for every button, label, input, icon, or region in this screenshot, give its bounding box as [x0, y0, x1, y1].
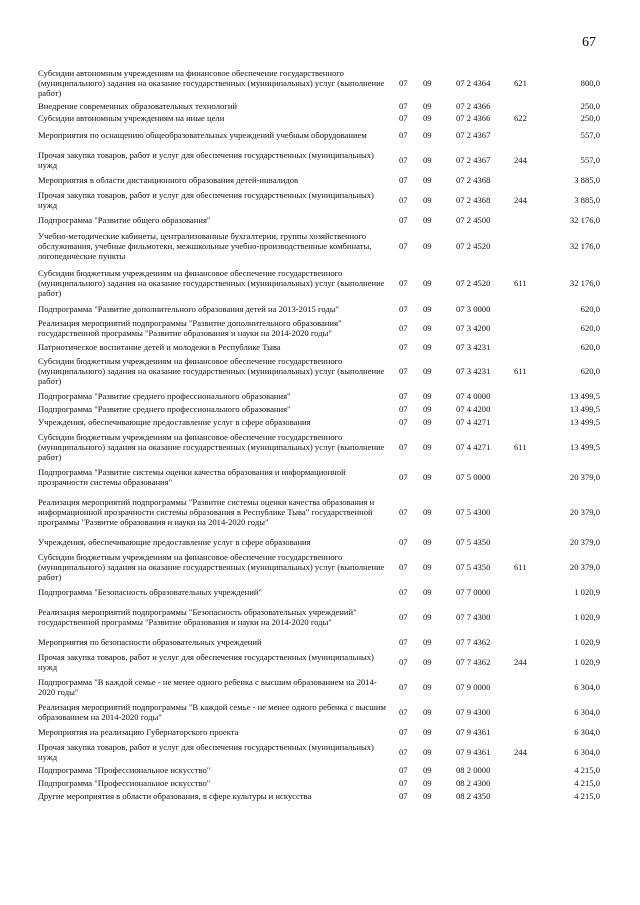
row-expense-type: 621 [514, 78, 527, 89]
row-target-article: 07 7 4300 [456, 612, 491, 623]
row-target-article: 07 3 4231 [456, 342, 491, 353]
row-target-article: 08 2 0000 [456, 765, 491, 776]
row-subsection-code: 09 [423, 241, 432, 252]
row-target-article: 07 2 4367 [456, 130, 491, 141]
row-target-article: 07 2 4368 [456, 175, 491, 186]
row-expense-type: 611 [514, 366, 527, 377]
table-row [0, 343, 640, 353]
row-section-code: 07 [399, 215, 408, 226]
row-section-code: 07 [399, 778, 408, 789]
row-subsection-code: 09 [423, 130, 432, 141]
row-section-code: 07 [399, 391, 408, 402]
table-row [0, 538, 640, 548]
row-amount: 20 379,0 [569, 507, 600, 518]
row-subsection-code: 09 [423, 442, 432, 453]
row-amount: 32 176,0 [569, 278, 600, 289]
row-section-code: 07 [399, 78, 408, 89]
row-amount: 1 020,9 [574, 587, 600, 598]
table-row [0, 603, 640, 633]
row-section-code: 07 [399, 175, 408, 186]
table-row [0, 766, 640, 776]
row-name: Мероприятия по безопасности образовательных учреждений [38, 637, 262, 648]
table-row [0, 553, 640, 583]
table-row [0, 405, 640, 415]
table-row [0, 678, 640, 698]
row-name: Прочая закупка товаров, работ и услуг для обеспечения государственных (муниципальных) нужд [38, 190, 374, 210]
row-section-code: 07 [399, 195, 408, 206]
row-target-article: 07 7 4362 [456, 637, 491, 648]
budget-table [0, 68, 640, 802]
row-amount: 557,0 [580, 130, 600, 141]
row-name: Подпрограмма "Профессиональное искусство" [38, 778, 211, 789]
row-name: Субсидии бюджетным учреждениям на финансовое обеспечение государственного (муниципального) задания на оказание государственных (муниципальных) услуг (выполнение работ) [38, 356, 385, 386]
row-subsection-code: 09 [423, 304, 432, 315]
row-section-code: 07 [399, 366, 408, 377]
row-name: Прочая закупка товаров, работ и услуг для обеспечения государственных (муниципальных) нужд [38, 742, 374, 762]
row-subsection-code: 09 [423, 727, 432, 738]
row-amount: 1 020,9 [574, 657, 600, 668]
table-row [0, 191, 640, 211]
row-amount: 6 304,0 [574, 707, 600, 718]
row-section-code: 07 [399, 404, 408, 415]
table-row [0, 468, 640, 488]
row-target-article: 07 2 4368 [456, 195, 491, 206]
row-section-code: 07 [399, 241, 408, 252]
row-amount: 620,0 [580, 342, 600, 353]
table-row [0, 114, 640, 124]
row-target-article: 07 4 0000 [456, 391, 491, 402]
row-target-article: 07 7 4362 [456, 657, 491, 668]
table-row [0, 319, 640, 339]
row-amount: 20 379,0 [569, 472, 600, 483]
row-name: Подпрограмма "Развитие общего образования" [38, 215, 211, 226]
table-row [0, 418, 640, 428]
table-row [0, 216, 640, 226]
row-amount: 1 020,9 [574, 612, 600, 623]
row-section-code: 07 [399, 657, 408, 668]
row-target-article: 07 4 4271 [456, 442, 491, 453]
table-row [0, 728, 640, 738]
row-target-article: 07 5 0000 [456, 472, 491, 483]
row-name: Субсидии автономным учреждениям на финансовое обеспечение государственного (муниципального) задания на оказание государственных (муниципальных) услуг (выполнение работ) [38, 68, 385, 98]
row-subsection-code: 09 [423, 657, 432, 668]
table-row [0, 653, 640, 673]
row-section-code: 07 [399, 727, 408, 738]
row-section-code: 07 [399, 278, 408, 289]
row-subsection-code: 09 [423, 323, 432, 334]
row-target-article: 07 2 4366 [456, 113, 491, 124]
row-section-code: 07 [399, 472, 408, 483]
row-name: Другие мероприятия в области образования, в сфере культуры и искусства [38, 791, 312, 802]
row-expense-type: 611 [514, 278, 527, 289]
row-target-article: 07 7 0000 [456, 587, 491, 598]
row-amount: 6 304,0 [574, 727, 600, 738]
row-name: Подпрограмма "Профессиональное искусство" [38, 765, 211, 776]
row-expense-type: 244 [514, 657, 527, 668]
row-subsection-code: 09 [423, 612, 432, 623]
row-amount: 13 499,5 [569, 442, 600, 453]
table-row [0, 779, 640, 789]
row-subsection-code: 09 [423, 195, 432, 206]
row-name: Патриотическое воспитание детей и молодежи в Республике Тыва [38, 342, 281, 353]
row-target-article: 07 2 4366 [456, 101, 491, 112]
row-subsection-code: 09 [423, 101, 432, 112]
row-name: Внедрение современных образовательных технологий [38, 101, 238, 112]
row-amount: 3 885,0 [574, 195, 600, 206]
row-section-code: 07 [399, 537, 408, 548]
row-name: Субсидии бюджетным учреждениям на финансовое обеспечение государственного (муниципального) задания на оказание государственных (муниципальных) услуг (выполнение работ) [38, 552, 385, 582]
row-section-code: 07 [399, 323, 408, 334]
row-subsection-code: 09 [423, 342, 432, 353]
row-target-article: 07 9 4361 [456, 747, 491, 758]
row-section-code: 07 [399, 682, 408, 693]
row-amount: 4 215,0 [574, 765, 600, 776]
row-target-article: 07 2 4364 [456, 78, 491, 89]
row-expense-type: 611 [514, 442, 527, 453]
row-name: Учреждения, обеспечивающие предоставление услуг в сфере образования [38, 417, 311, 428]
table-row [0, 703, 640, 723]
row-name: Субсидии автономным учреждениям на иные цели [38, 113, 225, 124]
row-name: Реализация мероприятий подпрограммы "В каждой семье - не менее одного ребенка с высшим образованием на 2014-2020 годы" [38, 702, 386, 722]
row-name: Реализация мероприятий подпрограммы "Развитие дополнительного образования" государственной программы "Развитие образования и науки на 2014-2020 годы" [38, 318, 342, 338]
row-name: Подпрограмма "В каждой семье - не менее одного ребенка с высшим образованием на 2014-2020 годы" [38, 677, 377, 697]
table-row [0, 176, 640, 186]
row-subsection-code: 09 [423, 113, 432, 124]
row-subsection-code: 09 [423, 215, 432, 226]
row-name: Прочая закупка товаров, работ и услуг для обеспечения государственных (муниципальных) нужд [38, 150, 374, 170]
row-subsection-code: 09 [423, 366, 432, 377]
row-name: Подпрограмма "Развитие системы оценки качества образования и информационной прозрачности системы образования" [38, 467, 346, 487]
row-target-article: 08 2 4300 [456, 778, 491, 789]
row-name: Подпрограмма "Развитие дополнительного образования детей на 2013-2015 годы" [38, 304, 340, 315]
row-amount: 250,0 [580, 113, 600, 124]
table-row [0, 126, 640, 146]
row-amount: 3 885,0 [574, 175, 600, 186]
table-row [0, 268, 640, 300]
row-amount: 800,0 [580, 78, 600, 89]
row-name: Мероприятия в области дистанционного образования детей-инвалидов [38, 175, 299, 186]
table-row [0, 68, 640, 100]
row-amount: 250,0 [580, 101, 600, 112]
row-amount: 620,0 [580, 323, 600, 334]
row-subsection-code: 09 [423, 747, 432, 758]
table-row [0, 357, 640, 387]
row-amount: 620,0 [580, 304, 600, 315]
row-subsection-code: 09 [423, 562, 432, 573]
row-section-code: 07 [399, 747, 408, 758]
row-subsection-code: 09 [423, 682, 432, 693]
row-target-article: 07 5 4350 [456, 537, 491, 548]
row-name: Мероприятия на реализацию Губернаторского проекта [38, 727, 239, 738]
row-amount: 557,0 [580, 155, 600, 166]
row-subsection-code: 09 [423, 417, 432, 428]
row-target-article: 07 3 0000 [456, 304, 491, 315]
row-section-code: 07 [399, 707, 408, 718]
row-target-article: 07 2 4367 [456, 155, 491, 166]
row-amount: 13 499,5 [569, 391, 600, 402]
row-subsection-code: 09 [423, 404, 432, 415]
row-amount: 20 379,0 [569, 537, 600, 548]
row-section-code: 07 [399, 442, 408, 453]
row-section-code: 07 [399, 562, 408, 573]
row-section-code: 07 [399, 155, 408, 166]
row-target-article: 07 3 4200 [456, 323, 491, 334]
page-number: 67 [582, 35, 596, 50]
row-amount: 6 304,0 [574, 682, 600, 693]
table-row [0, 638, 640, 648]
row-amount: 20 379,0 [569, 562, 600, 573]
row-amount: 4 215,0 [574, 791, 600, 802]
row-target-article: 07 2 4520 [456, 241, 491, 252]
row-subsection-code: 09 [423, 537, 432, 548]
row-expense-type: 611 [514, 562, 527, 573]
row-target-article: 07 2 4520 [456, 278, 491, 289]
row-section-code: 07 [399, 342, 408, 353]
row-name: Реализация мероприятий подпрограммы "Безопасность образовательных учреждений" государственной программы "Развитие образования и науки на 2014-2020 годы" [38, 607, 357, 627]
table-row [0, 231, 640, 263]
table-row [0, 151, 640, 171]
row-subsection-code: 09 [423, 765, 432, 776]
row-expense-type: 622 [514, 113, 527, 124]
row-name: Учебно-методические кабинеты, централизованные бухгалтерии, группы хозяйственного обслуживания, учебные фильмотеки, межшкольные учебно-производственные комбинаты, логопедические пункты [38, 231, 372, 261]
row-section-code: 07 [399, 101, 408, 112]
row-amount: 620,0 [580, 366, 600, 377]
row-subsection-code: 09 [423, 507, 432, 518]
row-section-code: 07 [399, 791, 408, 802]
row-subsection-code: 09 [423, 155, 432, 166]
row-subsection-code: 09 [423, 587, 432, 598]
row-amount: 13 499,5 [569, 417, 600, 428]
row-subsection-code: 09 [423, 472, 432, 483]
row-name: Субсидии бюджетным учреждениям на финансовое обеспечение государственного (муниципального) задания на оказание государственных (муниципальных) услуг (выполнение работ) [38, 432, 385, 462]
row-amount: 13 499,5 [569, 404, 600, 415]
row-target-article: 07 5 4350 [456, 562, 491, 573]
row-subsection-code: 09 [423, 778, 432, 789]
row-section-code: 07 [399, 637, 408, 648]
row-target-article: 07 3 4231 [456, 366, 491, 377]
row-section-code: 07 [399, 507, 408, 518]
row-subsection-code: 09 [423, 707, 432, 718]
row-target-article: 08 2 4350 [456, 791, 491, 802]
table-row [0, 743, 640, 763]
row-name: Подпрограмма "Развитие среднего профессионального образования" [38, 404, 291, 415]
table-row [0, 102, 640, 112]
row-amount: 1 020,9 [574, 637, 600, 648]
row-expense-type: 244 [514, 155, 527, 166]
row-section-code: 07 [399, 612, 408, 623]
row-name: Субсидии бюджетным учреждениям на финансовое обеспечение государственного (муниципального) задания на оказание государственных (муниципальных) услуг (выполнение работ) [38, 268, 385, 298]
row-section-code: 07 [399, 304, 408, 315]
table-row [0, 792, 640, 802]
row-target-article: 07 4 4200 [456, 404, 491, 415]
row-target-article: 07 9 4300 [456, 707, 491, 718]
row-subsection-code: 09 [423, 791, 432, 802]
row-target-article: 07 9 0000 [456, 682, 491, 693]
table-row [0, 493, 640, 533]
row-target-article: 07 4 4271 [456, 417, 491, 428]
row-name: Прочая закупка товаров, работ и услуг для обеспечения государственных (муниципальных) нужд [38, 652, 374, 672]
row-amount: 6 304,0 [574, 747, 600, 758]
row-expense-type: 244 [514, 747, 527, 758]
row-amount: 4 215,0 [574, 778, 600, 789]
row-subsection-code: 09 [423, 637, 432, 648]
row-name: Учреждения, обеспечивающие предоставление услуг в сфере образования [38, 537, 311, 548]
row-section-code: 07 [399, 587, 408, 598]
row-name: Мероприятия по оснащению общеобразовательных учреждений учебным оборудованием [38, 130, 367, 141]
table-row [0, 588, 640, 598]
row-target-article: 07 9 4361 [456, 727, 491, 738]
row-subsection-code: 09 [423, 278, 432, 289]
row-name: Реализация мероприятий подпрограммы "Развитие системы оценки качества образования и информационной прозрачности системы образования в Республике Тыва" государственной программы "Развитие образования и науки на 2014-2020 годы" [38, 497, 375, 527]
row-amount: 32 176,0 [569, 215, 600, 226]
row-subsection-code: 09 [423, 391, 432, 402]
row-subsection-code: 09 [423, 175, 432, 186]
row-section-code: 07 [399, 113, 408, 124]
row-section-code: 07 [399, 765, 408, 776]
table-row [0, 433, 640, 463]
row-target-article: 07 2 4500 [456, 215, 491, 226]
row-name: Подпрограмма "Безопасность образовательных учреждений" [38, 587, 262, 598]
table-row [0, 392, 640, 402]
row-expense-type: 244 [514, 195, 527, 206]
row-section-code: 07 [399, 130, 408, 141]
row-target-article: 07 5 4300 [456, 507, 491, 518]
table-row [0, 305, 640, 315]
row-subsection-code: 09 [423, 78, 432, 89]
row-name: Подпрограмма "Развитие среднего профессионального образования" [38, 391, 291, 402]
row-section-code: 07 [399, 417, 408, 428]
row-amount: 32 176,0 [569, 241, 600, 252]
